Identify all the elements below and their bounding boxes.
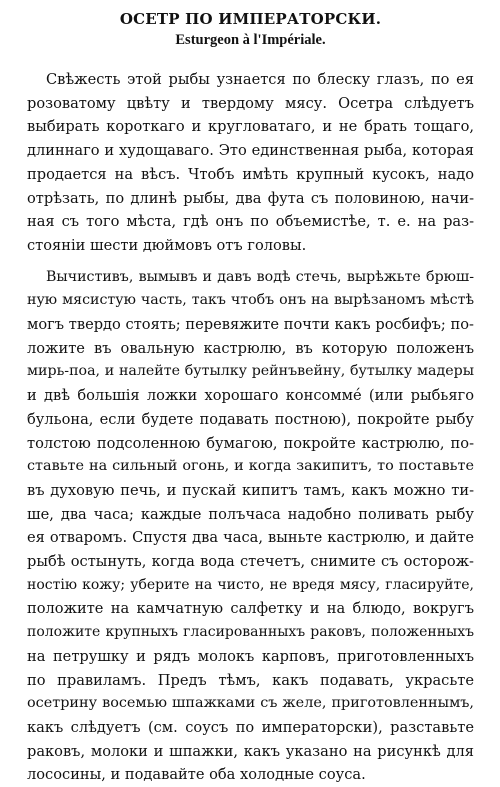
paragraph	[27, 68, 474, 258]
text-line: ставьте на сильный огонь, и когда закипитъ, то поставьте	[27, 458, 474, 475]
text-line: положите крупныхъ гласированныхъ раковъ, положенныхъ	[27, 624, 474, 641]
text-line: раковъ, молоки и шпажки, какъ указано на рисункѣ для	[27, 742, 474, 760]
text-line: ная съ того мѣста, гдѣ онъ по объемистѣе, т. е. на раз-	[27, 213, 474, 231]
text-line: ложите въ овальную кастрюлю, въ которую положенъ	[27, 339, 474, 357]
text-line: бульона, если будете подавать постною), покройте рыбу	[27, 410, 474, 428]
text-line: длиннаго и худощаваго. Это единственная рыба, которая	[27, 142, 474, 160]
text-line: выбирать короткаго и кругловатаго, и не брать тощаго,	[27, 118, 474, 136]
text-line: мирь-поа, и налейте бутылку рейнъвейну, бутылку мадеры	[27, 363, 474, 380]
text-line: и двѣ большiя ложки хорошаго консоммé (или рыбьяго	[27, 387, 474, 405]
page-subtitle: Esturgeon à l'Impériale.	[175, 32, 326, 48]
text-line: ея отваромъ. Спустя два часа, выньте кастрюлю, и дайте	[27, 529, 474, 547]
page-title: ОСЕТР ПО ИМПЕРАТОРСКИ.	[119, 10, 382, 28]
text-line: положите на камчатную салфетку и на блюдо, вокругъ	[27, 600, 474, 618]
text-line: Вычистивъ, вымывъ и давъ водѣ стечь, вырѣжьте брюш-	[46, 268, 474, 285]
text-line: ную мясистую часть, такъ чтобъ онъ на вырѣзаномъ мѣстѣ	[27, 292, 474, 309]
text-line: осетрину восемью шпажками съ желе, приготовленнымъ,	[27, 695, 474, 712]
text-line: на петрушку и рядъ молокъ карповъ, приготовленныхъ	[27, 647, 474, 665]
text-line: по правиламъ. Предъ тѣмъ, какъ подавать, украсьте	[27, 671, 474, 689]
text-line: въ духовую печь, и пускай кипитъ тамъ, какъ можно ти-	[27, 481, 474, 499]
text-line: рыбѣ остынуть, когда вода стечетъ, снимите съ осторож-	[27, 553, 474, 571]
text-line: розоватому цвѣту и твердому мясу. Осетра слѣдуетъ	[27, 94, 474, 112]
text-line: ностiю кожу; уберите на чисто, не вредя мясу, гласируйте,	[27, 576, 474, 593]
text-line: могъ твердо стоять; перевяжите почти какъ росбифъ; по-	[27, 316, 474, 334]
text-line: какъ слѣдуетъ (см. соусъ по императорски), разставьте	[27, 718, 474, 736]
text-line: ше, два часа; каждые полъчаса надобно поливать рыбу	[27, 505, 474, 523]
text-line: отрѣзать, по длинѣ рыбы, два фута съ половиною, начи-	[27, 189, 474, 207]
recipe-body	[27, 68, 474, 787]
text-line: толстою подсоленною бумагою, покройте кастрюлю, по-	[27, 434, 474, 452]
paragraph	[27, 266, 474, 787]
text-line: продается на вѣсъ. Чтобъ имѣть крупный кусокъ, надо	[27, 165, 474, 183]
text-line: Свѣжесть этой рыбы узнается по блеску глазъ, по ея	[46, 71, 474, 88]
text-line: стоянiи шести дюймовъ отъ головы.	[27, 236, 307, 254]
text-line: лососины, и подавайте оба холодные соуса.	[27, 766, 366, 784]
